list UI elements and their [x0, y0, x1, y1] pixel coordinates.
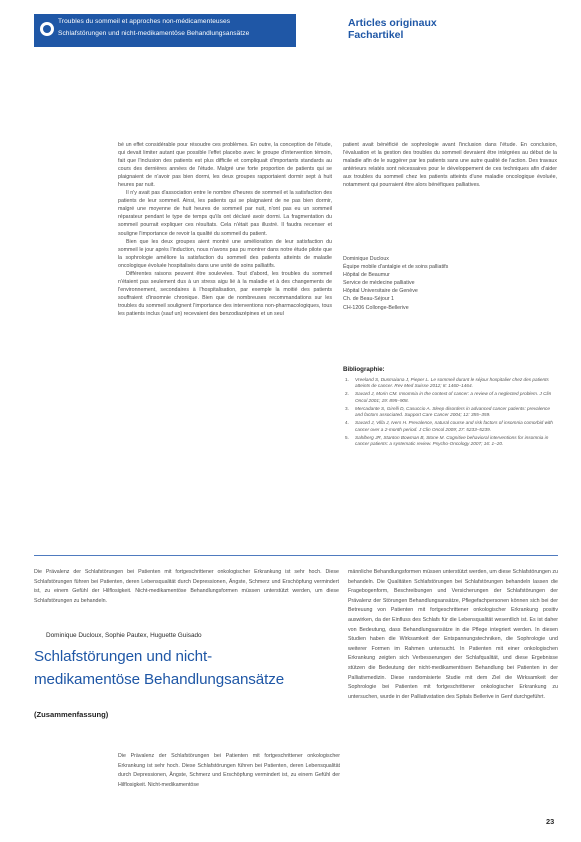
- reference-item: 2. Savard J, Morin CM. Insomnia in the context of cancer: a review of a neglected problem. J Clin Oncol 2001; 19: 895–908.: [345, 391, 552, 403]
- german-summary-left-column: [118, 752, 340, 836]
- authors-line: Dominique Ducloux, Sophie Pautex, Huguette Guisado: [46, 632, 202, 639]
- bibliography-list: [343, 377, 557, 449]
- paragraph: bé un effet considérable pour résoudre ces problèmes. En outre, la conception de l'étude, qui devait limiter autant que possible l'effet placebo avec le groupe d'intervention témoin, fait que l'inclusion des patients est plus difficile et compliquait d'importants standards au cours des dernières années de l'étude. Malgré une forte proportion de patients qui se plaignaient de n'avoir pas bien dormi, les deux groupes rapportaient dormir sept à huit heures par nuit.: [118, 142, 332, 189]
- paragraph: Différentes raisons peuvent être soulevées. Tout d'abord, les troubles du sommeil n'étaient pas seulement dus à un stress aigu lié à la maladie et à des changements de l'environnement, secondaires à l'hospitalisation, par exemple la moitié des patients souffraient d'insomnie chronique. Bien que de nombreuses recommandations sur les troubles du sommeil soulignent l'importance des interventions non-pharmacologiques, tous les patients inclus (sauf un) recevaient des benzodiazépines et un seul: [118, 270, 332, 317]
- paragraph: männliche Behandlungsformen müssen unterstützt werden, um diese Schlafstörungen zu behandeln. Die Qualitäten Schlafstörungen bei Schlafstörungen behandeln lassen die Fragebogenform, Beschreibungen und Versicherungen der Schlafstörungen der Prävalenz der Störungen Behandlungsansätze, Pflegefachpersonen können sich bei der Betreuung von Patienten mit fortgeschrittener onkologischer Erkrankung positiv auswirken, da der Einfluss des Schlafs für die Lebensqualität wesentlich ist. Es ist daher von Bedeutung, dass Behandlungsansätze in die Pflege integriert werden. In diesen Studien haben die Wirksamkeit der Entspannungstechniken, die Sophrologie und weiterer Formen im Rahmen untersucht. In Patienten mit einer onkologischen Erkrankung zeigten sich Verbesserungen der Schlafqualität, und diese Ergebnisse stützen die Bedeutung der nicht-medikamentösen Behandlung bei Patienten in der Palliativmedizin. Diese randomisierte Studie mit dem Ziel die Wirksamkeit der Sophrologie bei Patienten mit fortgeschrittener onkologischer Erkrankung zu untersuchen, wurde in der Palliativstation des Spitals Bellerive in Genf durchgeführt.: [348, 569, 558, 700]
- address-line: Hôpital de Beaumur: [343, 272, 390, 279]
- german-summary-right-column: [348, 568, 558, 838]
- address-line: Ch. de Beau-Séjour 1: [343, 296, 394, 303]
- paragraph: Il n'y avait pas d'association entre le nombre d'heures de sommeil et la satisfaction des patients de leur sommeil. Ainsi, les patients qui se plaignaient de ne pas bien dormir, malgré une moyenne de huit heures de sommeil par nuit, n'ont pas eu un sommeil réparateur pendant le type de temps qu'ils ont déclaré avoir dormi. La fragmentation du sommeil pourrait expliquer ces résultats. Cela n'était pas illustré. Il faudra recenser et souligne l'importance de revoir la qualité du sommeil du patient.: [118, 190, 332, 237]
- reference-item: 5. Sahlberg JR, Stanton Bowman B, Stone M. Cognitive behavioral interventions for insomnia in cancer patients: a systematic review. Psycho-Oncology 2007; 16: 1–20.: [345, 434, 549, 447]
- address-line: Équipe mobile d'antalgie et de soins palliatifs: [343, 264, 449, 271]
- address-line: Service de médecine palliative: [343, 280, 415, 287]
- bibliography-heading: Bibliographie:: [343, 366, 385, 373]
- section-label-fr: Articles originaux: [348, 17, 437, 29]
- title-line: medikamentöse Behandlungsansätze: [34, 671, 285, 688]
- french-text-right-column: [343, 141, 557, 251]
- page-number: 23: [546, 817, 555, 826]
- reference-item: 4. Savard J, Villa J, Ivers H. Prevalence, natural course and risk factors of insomnia comorbid with cancer over a 2-month period. J Clin Oncol 2009; 27: 5233–5239.: [345, 420, 553, 432]
- bullet-circle-icon: [40, 22, 54, 36]
- title-line: Schlafstörungen und nicht-: [34, 648, 213, 665]
- running-title-de: Schlafstörungen und nicht-medikamentöse Behandlungsansätze: [58, 30, 250, 37]
- section-label: [348, 17, 437, 41]
- paragraph: patient avait bénéficié de sophrologie avant l'inclusion dans l'étude. En conclusion, l'évaluation et la gestion des troubles du sommeil devraient être intégrées au début de la maladie afin de le suggérer par les patients sans une autre qualité de l'action. Des travaux antérieurs relatés sont nécessaires pour le développement de ces techniques afin d'aider aux troubles du sommeil chez les patients atteints d'une maladie oncologique évoluée, notamment qui pourraient être alors bénéfiques palliatives.: [343, 142, 557, 189]
- paragraph: Die Prävalenz der Schlafstörungen bei Patienten mit fortgeschrittener onkologischer Erkrankung ist sehr hoch. Diese Schlafstörungen führen bei Patienten, deren Lebensqualität durch Depressionen, Ängste, Schmerz und Erschöpfung vermindert ist, zu einem Gefühl der Hilflosigkeit. Nicht-medikamentöse: [118, 753, 340, 788]
- paragraph: Bien que les deux groupes aient montré une amélioration de leur satisfaction du sommeil le jour après l'induction, nous n'avons pas pu montrer dans notre étude pilote que la sophrologie améliore la satisfaction du sommeil des patients atteints de maladie oncologique évoluée hospitalisés dans une unité de soins palliatifs.: [118, 238, 332, 269]
- section-divider: [34, 555, 558, 556]
- address-line: CH-1206 Collonge-Bellerive: [343, 304, 409, 311]
- reference-item: 1. Vreeland S, Dusmaiana J, Pieper L. Le sommeil durant le séjour hospitalier chez des patients atteints de cancer. Rev Med Suisse 2012; 8: 1460–1464.: [345, 377, 549, 389]
- author-address: [343, 255, 557, 312]
- running-title-fr: Troubles du sommeil et approches non-médicamenteuses: [58, 18, 231, 25]
- summary-heading: (Zusammenfassung): [34, 710, 109, 719]
- german-intro: Die Prävalenz der Schlafstörungen bei Patienten mit fortgeschrittener onkologischer Erkrankung ist sehr hoch. Diese Schlafstörungen führen bei Patienten, deren Lebensqualität durch Depressionen, Ängste, Schmerz und Erschöpfung vermindert ist, zu einem Gefühl der Hilflosigkeit. Nicht-medikamentöse Behandlungsformen müssen unterstützt werden, um diese Schlafstörungen zu behandeln.: [34, 569, 339, 604]
- address-line: Dominique Ducloux: [343, 256, 389, 262]
- article-title-de: [34, 645, 284, 691]
- reference-item: 3. Mercadante S, Girelli D, Casuccio A. Sleep disorders in advanced cancer patients: prevalence and factors associated. Support Care Cancer 2004; 12: 355–359.: [345, 405, 550, 418]
- french-text-left-column: [118, 141, 332, 551]
- section-label-de: Fachartikel: [348, 29, 404, 41]
- address-line: Hôpital Universitaire de Genève: [343, 288, 418, 295]
